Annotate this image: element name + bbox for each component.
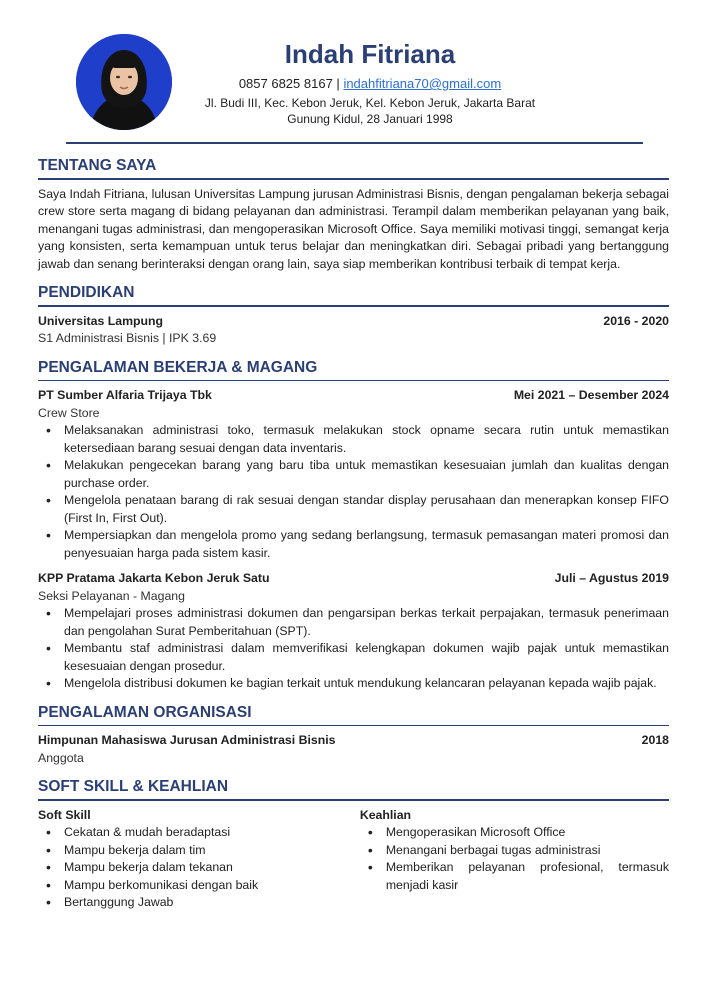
section-divider bbox=[38, 380, 669, 382]
organization-name: Himpunan Mahasiswa Jurusan Administrasi Bisnis bbox=[38, 733, 336, 747]
list-item: • Mempersiapkan dan mengelola promo yang sedang berlangsung, termasuk pemasangan materi promosi dan penyesuaian harga pada sistem kasir. bbox=[38, 527, 669, 562]
degree: S1 Administrasi Bisnis | IPK 3.69 bbox=[38, 331, 217, 345]
list-item: • Mempelajari proses administrasi dokumen dan pengarsipan berkas terkait perpajakan, termasuk penerimaan dan pengolahan Surat Pemberitahuan (SPT). bbox=[38, 605, 669, 640]
job-entry bbox=[38, 387, 669, 562]
skills-section bbox=[38, 775, 669, 912]
job-header bbox=[38, 387, 669, 405]
resume-header bbox=[0, 0, 709, 150]
about-text: Saya Indah Fitriana, lulusan Universitas Lampung jurusan Administrasi Bisnis, dengan pengalaman bekerja sebagai crew store serta magang di bidang pelayanan dan administrasi. Terampil dalam memberikan pelayanan yang baik, menangani tugas administrasi, dan mengoperasikan Microsoft Office. Saya memiliki motivasi tinggi, semangat kerja yang konsisten, serta kemampuan untuk terus belajar dan meningkatkan diri. Sebagai pribadi yang bertanggung jawab dan senang berinteraksi dengan orang lain, saya siap memberikan kontribusi terbaik di tempat kerja. bbox=[38, 186, 669, 271]
education-row bbox=[38, 313, 669, 331]
phone-number: 0857 6825 8167 bbox=[238, 76, 333, 91]
experience-section bbox=[38, 356, 669, 693]
portrait-image bbox=[76, 34, 172, 130]
list-item: • Membantu staf administrasi dalam memverifikasi kelengkapan dokumen wajib pajak untuk memastikan kesesuaian dengan prosedur. bbox=[38, 640, 669, 675]
resume-body bbox=[38, 154, 669, 920]
section-title: TENTANG SAYA bbox=[38, 157, 157, 174]
list-item: • Cekatan & mudah beradaptasi bbox=[38, 824, 335, 842]
list-item: • Mengelola penataan barang di rak sesuai dengan standar display perusahaan dan menerapkan konsep FIFO (First In, First Out). bbox=[38, 492, 669, 527]
section-title: PENDIDIKAN bbox=[38, 284, 135, 301]
section-divider bbox=[38, 305, 669, 307]
soft-skill-column bbox=[38, 807, 335, 912]
section-title: PENGALAMAN BEKERJA & MAGANG bbox=[38, 358, 318, 376]
education-section bbox=[38, 281, 669, 348]
list-item: • Melakukan pengecekan barang yang baru tiba untuk memastikan kesesuaian jumlah dan kualitas dengan purchase order. bbox=[38, 457, 669, 492]
column-title: Keahlian bbox=[359, 807, 412, 822]
job-entry bbox=[38, 570, 669, 693]
list-item: • Bertanggung Jawab bbox=[38, 894, 335, 912]
list-item: • Mampu bekerja dalam tim bbox=[38, 842, 335, 860]
job-duties bbox=[38, 422, 669, 562]
soft-skill-list bbox=[38, 824, 335, 912]
organization-role: Anggota bbox=[38, 750, 84, 765]
organization-row bbox=[38, 732, 669, 750]
expertise-column bbox=[360, 807, 669, 912]
organization-section bbox=[38, 701, 669, 768]
section-divider bbox=[38, 178, 669, 180]
company-name: KPP Pratama Jakarta Kebon Jeruk Satu bbox=[38, 571, 270, 585]
list-item: • Memberikan pelayanan profesional, termasuk menjadi kasir bbox=[360, 859, 669, 894]
birth-info: Gunung Kidul, 28 Januari 1998 bbox=[287, 112, 453, 126]
contact-line bbox=[170, 75, 570, 92]
profile-photo bbox=[76, 34, 172, 130]
job-role: Seksi Pelayanan - Magang bbox=[38, 588, 185, 603]
email-link[interactable]: indahfitriana70@gmail.com bbox=[343, 76, 502, 91]
column-title: Soft Skill bbox=[38, 807, 91, 822]
expertise-list bbox=[360, 824, 669, 894]
candidate-name: Indah Fitriana bbox=[284, 39, 456, 69]
list-item: • Mampu berkomunikasi dengan baik bbox=[38, 877, 335, 895]
job-period: Mei 2021 – Desember 2024 bbox=[513, 388, 669, 402]
school-name: Universitas Lampung bbox=[38, 313, 164, 328]
list-item: • Mengelola distribusi dokumen ke bagian terkait untuk mendukung kelancaran pelayanan kepada wajib pajak. bbox=[38, 675, 669, 693]
job-header bbox=[38, 570, 669, 588]
list-item: • Mampu bekerja dalam tekanan bbox=[38, 859, 335, 877]
job-period: Juli – Agustus 2019 bbox=[554, 571, 669, 585]
company-name: PT Sumber Alfaria Trijaya Tbk bbox=[38, 388, 212, 402]
organization-year: 2018 bbox=[641, 733, 669, 747]
list-item: • Mengoperasikan Microsoft Office bbox=[360, 824, 669, 842]
job-role: Crew Store bbox=[38, 405, 100, 420]
section-title: PENGALAMAN ORGANISASI bbox=[38, 703, 252, 721]
list-item: • Menangani berbagai tugas administrasi bbox=[360, 842, 669, 860]
section-divider bbox=[38, 725, 669, 727]
header-divider bbox=[66, 142, 643, 144]
skills-columns bbox=[38, 807, 669, 912]
contact-separator: | bbox=[336, 76, 340, 91]
job-duties bbox=[38, 605, 669, 693]
address: Jl. Budi III, Kec. Kebon Jeruk, Kel. Kebon Jeruk, Jakarta Barat bbox=[204, 96, 536, 110]
section-title: SOFT SKILL & KEAHLIAN bbox=[38, 778, 229, 795]
list-item: • Melaksanakan administrasi toko, termasuk melakukan stock opname secara rutin untuk memastikan ketersediaan barang sesuai dengan data inventaris. bbox=[38, 422, 669, 457]
education-years: 2016 - 2020 bbox=[603, 313, 669, 328]
about-section bbox=[38, 154, 669, 273]
section-divider bbox=[38, 799, 669, 801]
